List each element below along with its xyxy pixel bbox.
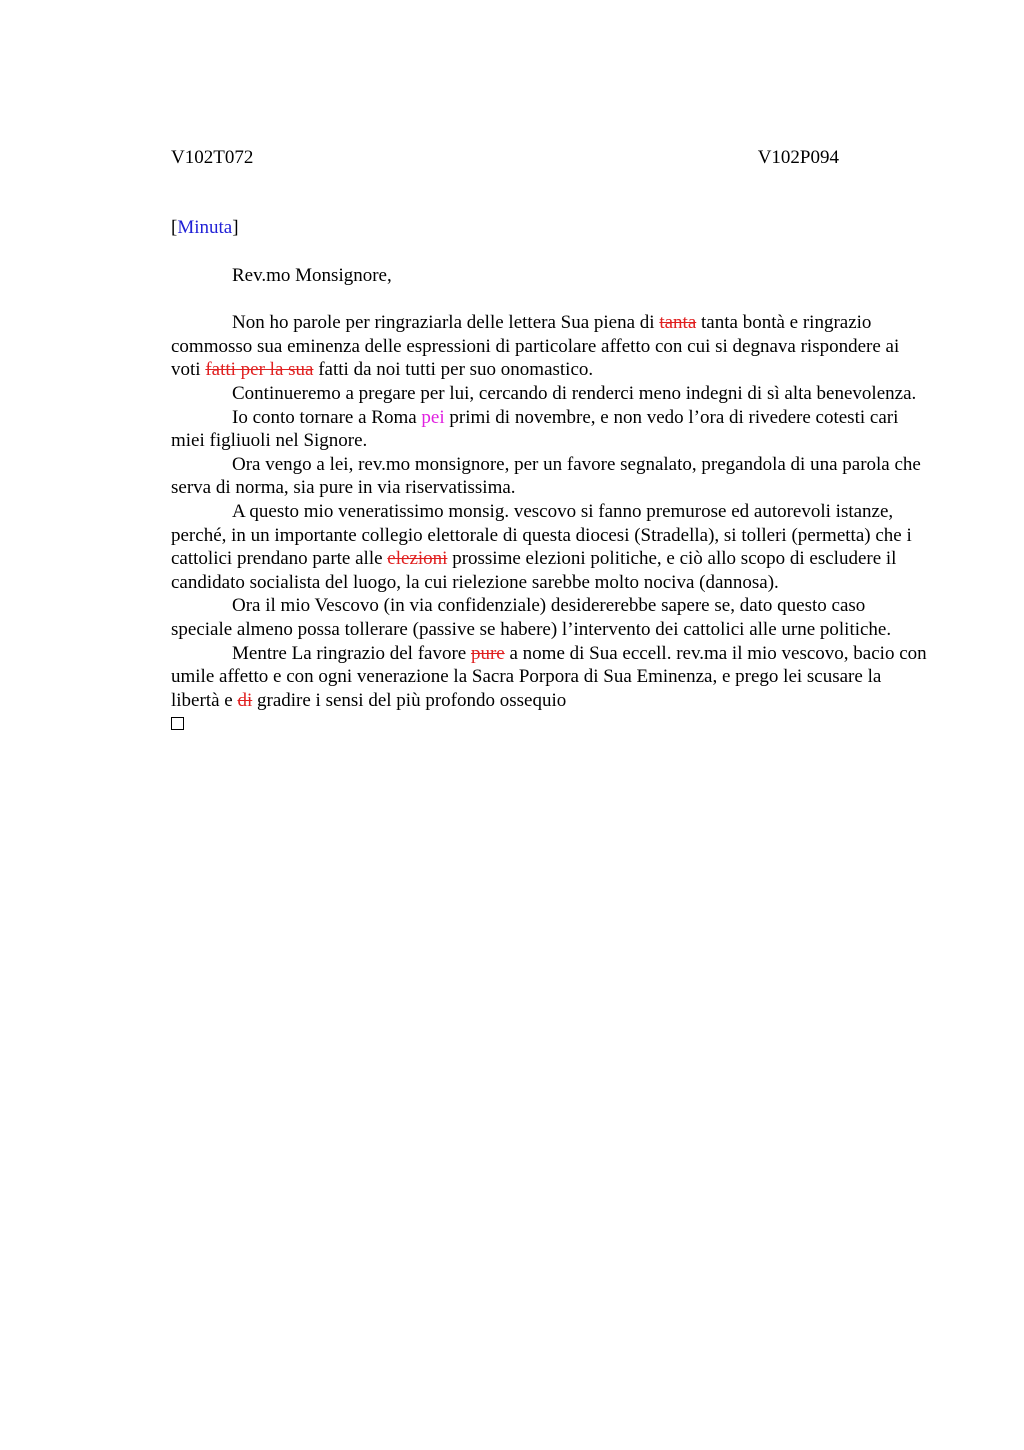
- p7-text-a: Mentre La ringrazio del favore: [232, 642, 471, 664]
- p3-highlight: pei: [421, 406, 445, 428]
- minuta-word: Minuta: [177, 217, 233, 238]
- p1-deletion-2: fatti per la sua: [205, 359, 314, 381]
- minuta-open-bracket: [: [171, 217, 178, 238]
- p7-deletion-1: pure: [470, 642, 505, 664]
- p3-text-a: Io conto tornare a Roma: [232, 406, 422, 428]
- p5-deletion: elezioni: [387, 548, 448, 570]
- document-code-right: V102P094: [757, 147, 839, 168]
- p7-deletion-2: di: [237, 689, 253, 711]
- paragraph-5: [171, 500, 931, 594]
- p1-text-c: fatti da noi tutti per suo onomastico.: [313, 359, 594, 381]
- p1-text-a: Non ho parole per ringraziarla delle lettera Sua piena di: [232, 312, 660, 334]
- p3-text-b: primi di novembre, e non vedo l’ora di rivedere cotesti cari miei figliuoli nel Signore.: [171, 406, 899, 452]
- p1-deletion-1: tanta: [659, 312, 697, 334]
- paragraph-2: Continueremo a pregare per lui, cercando di renderci meno indegni di sì alta benevolenza.: [232, 382, 917, 404]
- p7-text-b: a nome di Sua eccell. rev.ma il mio vescovo, bacio con umile affetto e con ogni venerazione la Sacra Porpora di Sua Eminenza, e prego lei scusare la libertà e: [171, 642, 927, 711]
- paragraph-1: [171, 311, 931, 382]
- paragraph-4: Ora vengo a lei, rev.mo monsignore, per un favore segnalato, pregandola di una parola che serva di norma, sia pure in via riservatissima.: [171, 453, 921, 499]
- paragraph-7: [171, 642, 931, 713]
- letter-body: [171, 216, 931, 730]
- paragraph-6: Ora il mio Vescovo (in via confidenziale) desidererebbe sapere se, dato questo caso speciale almeno possa tollerare (passive se habere) l’intervento dei cattolici alle urne politiche.: [171, 595, 892, 640]
- empty-checkbox-icon: [171, 717, 184, 730]
- minuta-close-bracket: ]: [232, 217, 239, 238]
- p7-text-c: gradire i sensi del più profondo ossequio: [252, 689, 567, 711]
- p5-text-a: A questo mio veneratissimo monsig. vescovo si fanno premurose ed autorevoli istanze, perché, in un importante collegio elettorale di questa diocesi (Stradella), si tolleri (permetta) che i cattolici prendano parte alle: [171, 500, 912, 570]
- document-code-left: V102T072: [171, 147, 254, 168]
- p5-text-b: prossime elezioni politiche, e ciò allo scopo di escludere il candidato socialista del luogo, la cui rielezione sarebbe molto nociva (dannosa).: [171, 548, 897, 593]
- paragraph-3: [171, 406, 931, 453]
- p1-text-b: tanta bontà e ringrazio commosso sua eminenza delle espressioni di particolare affetto con cui si degnava rispondere ai voti: [171, 312, 900, 381]
- salutation: Rev.mo Monsignore,: [232, 264, 392, 286]
- minuta-label: [171, 216, 931, 240]
